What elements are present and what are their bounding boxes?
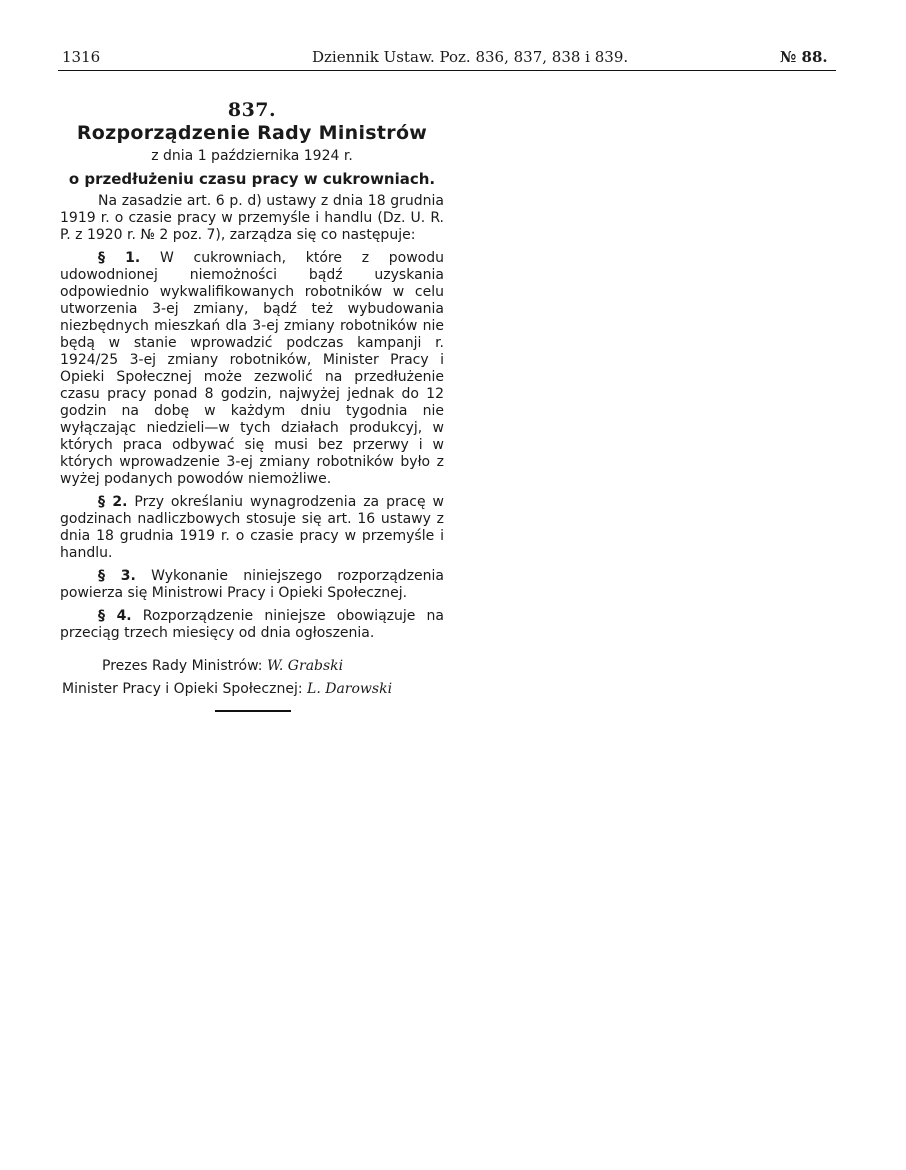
signature-name: L. Darowski <box>307 681 393 697</box>
signature-role: Minister Pracy i Opieki Społecznej: <box>62 681 303 697</box>
signature-prime-minister <box>102 658 343 674</box>
section-4 <box>60 608 444 642</box>
section-label: § 2. <box>98 494 128 510</box>
section-text: Rozporządzenie niniejsze obowiązuje na przeciąg trzech miesięcy od dnia ogłoszenia. <box>60 608 445 641</box>
section-text: W cukrowniach, które z powodu udowodnionej niemożności bądź uzyskania odpowiednio wykwalifikowanych robotników w celu utworzenia 3-ej zmiany, bądź też wybudowania niezbędnych mieszkań dla 3-ej zmiany robotników nie będą w stanie wprowadzić podczas kampanji r. 1924/25 3-ej zmiany robotników, Minister Pracy i Opieki Społecznej może zezwolić na przedłużenie czasu pracy ponad 8 godzin, najwyżej jednak do 12 godzin na dobę w każdym dniu tygodnia nie wyłączając niedzieli—w tych działach produkcyj, w których praca odbywać się musi bez przerwy i w których wprowadzenie 3-ej zmiany robotników było z wyżej podanych powodów niemożliwe. <box>60 250 445 487</box>
signature-name: W. Grabski <box>266 658 344 674</box>
act-date: z dnia 1 października 1924 r. <box>151 148 353 164</box>
signature-labour-minister <box>62 681 392 697</box>
signature-role: Prezes Rady Ministrów: <box>102 658 263 674</box>
journal-title: Dziennik Ustaw. Poz. 836, 837, 838 i 839. <box>312 48 629 66</box>
act-title: Rozporządzenie Rady Ministrów <box>76 122 428 144</box>
section-label: § 4. <box>98 608 132 624</box>
header-rule <box>58 70 836 71</box>
section-3 <box>60 568 444 602</box>
act-number: 837. <box>227 99 277 121</box>
closing-rule <box>215 710 291 712</box>
act-subject: o przedłużeniu czasu pracy w cukrowniach. <box>68 170 436 188</box>
section-text: Przy określaniu wynagrodzenia za pracę w godzinach nadliczbowych stosuje się art. 16 ustawy z dnia 18 grudnia 1919 r. o czasie pracy w przemyśle i handlu. <box>60 494 445 561</box>
section-label: § 3. <box>98 568 136 584</box>
section-1 <box>60 250 444 488</box>
section-2 <box>60 494 444 562</box>
section-label: § 1. <box>98 250 141 266</box>
act-body <box>60 193 444 648</box>
section-text: Wykonanie niniejszego rozporządzenia powierza się Ministrowi Pracy i Opieki Społecznej. <box>60 568 444 601</box>
page-number: 1316 <box>62 48 101 66</box>
issue-number: № 88. <box>780 48 828 66</box>
preamble: Na zasadzie art. 6 p. d) ustawy z dnia 18 grudnia 1919 r. o czasie pracy w przemyśle i handlu (Dz. U. R. P. z 1920 r. № 2 poz. 7), zarządza się co następuje: <box>60 193 444 243</box>
